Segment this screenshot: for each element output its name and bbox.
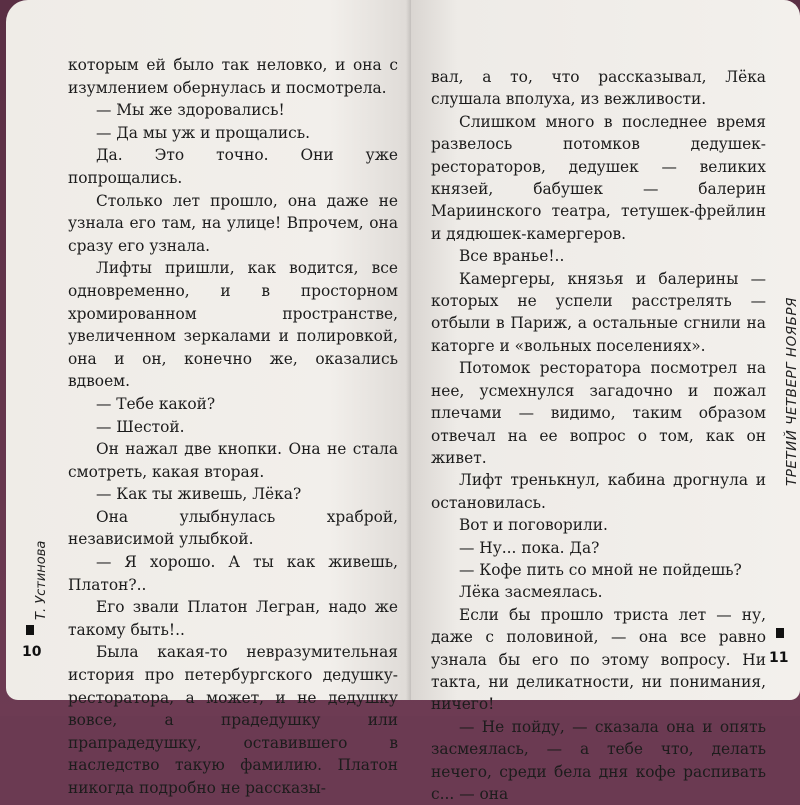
paragraph: — Тебе какой? <box>96 394 216 413</box>
paragraph: Камергеры, князья и балерины — которых не успели расстрелять — отбыли в Париж, а остальные сгнили на каторге и «вольных поселениях». <box>431 269 766 355</box>
paragraph: Лёка засмеялась. <box>459 583 603 602</box>
paragraph: Вот и поговорили. <box>459 516 608 535</box>
paragraph: — Как ты живешь, Лёка? <box>96 485 302 504</box>
paragraph: Слишком много в последнее время развелось потомков дедушек-рестораторов, дедушек — великих князей, бабушек — балерин Мариинского театра, тетушек-фрейлин и дядюшек-камергеров. <box>431 112 766 243</box>
paragraph: Его звали Платон Легран, надо же такому быть!.. <box>68 598 398 639</box>
right-page <box>411 0 800 803</box>
paragraph: Она улыбнулась храброй, независимой улыбкой. <box>68 507 398 549</box>
paragraph: Столько лет прошло, она даже не узнала его там, на улице! Впрочем, она сразу его узнала. <box>68 191 398 255</box>
right-page-text <box>431 66 766 805</box>
paragraph: — Ну... пока. Да? <box>459 538 600 557</box>
paragraph: — Кофе пить со мной не пойдешь? <box>459 560 742 579</box>
right-running-head: ТРЕТИЙ ЧЕТВЕРГ НОЯБРЯ <box>784 297 800 486</box>
running-head-marker <box>776 628 784 638</box>
paragraph: Потомок ресторатора посмотрел на нее, усмехнулся загадочно и пожал плечами — видимо, таким образом отвечал на ее вопрос о том, как он живет. <box>431 359 766 467</box>
left-page-text <box>68 54 398 800</box>
paragraph: — Да мы уж и прощались. <box>96 123 311 142</box>
paragraph: — Шестой. <box>96 417 185 436</box>
paragraph: Если бы прошло триста лет — ну, даже с половиной, — она все равно узнала бы его по этому вопросу. Ни такта, ни деликатности, ни понимания, ничего! <box>431 605 766 714</box>
paragraph: — Я хорошо. А ты как живешь, Платон?.. <box>68 553 398 594</box>
left-page <box>6 0 411 797</box>
paragraph: Да. Это точно. Они уже попрощались. <box>68 146 398 187</box>
paragraph: — Не пойду, — сказала она и опять засмеялась, — а тебе что, делать нечего, среди бела дня кофе распивать с... — она <box>431 717 766 803</box>
right-page-number: 11 <box>769 650 789 666</box>
paragraph: Лифт тренькнул, кабина дрогнула и остановилась. <box>431 471 766 512</box>
paragraph: Была какая-то невразумительная история про петербургского дедушку-ресторатора, а может, и не дедушку вовсе, а прадедушку или прапрадедушку, оставившего в наследство такую фамилию. Платон никогда подробно не рассказы- <box>68 643 398 797</box>
paragraph: вал, а то, что рассказывал, Лёка слушала вполуха, из вежливости. <box>431 68 766 109</box>
left-page-number: 10 <box>22 644 42 660</box>
paragraph: которым ей было так неловко, и она с изумлением обернулась и посмотрела. <box>68 56 398 97</box>
paragraph: — Мы же здоровались! <box>96 101 285 120</box>
paragraph: Лифты пришли, как водится, все одновременно, и в просторном хромированном пространстве, увеличенном зеркалами и полировкой, она и он, конечно же, оказались вдвоем. <box>68 259 398 391</box>
paragraph: Все вранье!.. <box>459 247 565 266</box>
left-running-head: Т. Устинова <box>34 540 49 620</box>
running-head-marker <box>26 625 34 635</box>
paragraph: Он нажал две кнопки. Она не стала смотреть, какая вторая. <box>68 440 398 481</box>
